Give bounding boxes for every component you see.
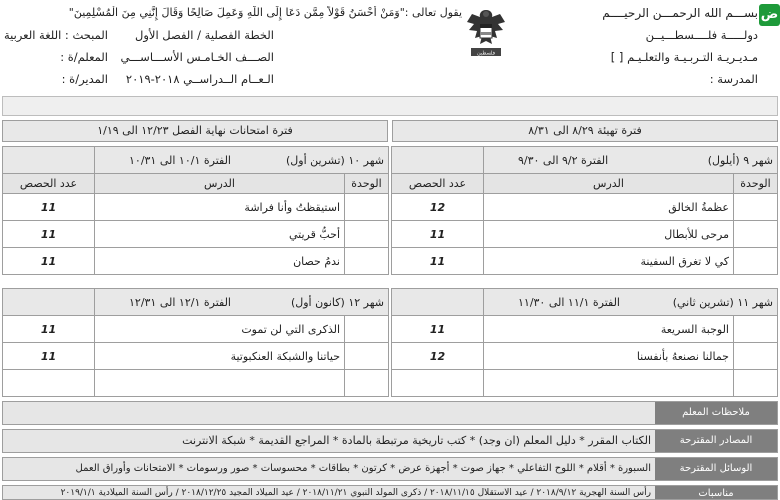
classes-cell: 11 (3, 248, 95, 275)
table-row (392, 370, 778, 397)
classes-cell (392, 370, 484, 397)
table-row (3, 221, 389, 248)
emblem-caption: فلسطين (477, 50, 495, 57)
classes-cell: 11 (392, 221, 484, 248)
emblem-icon (463, 4, 509, 60)
teacher-field: المعلم/ة : (60, 50, 108, 64)
prep-period-title: فترة تهيئة ٨/٢٩ الى ٨/٣١ (392, 120, 778, 142)
exam-period-title: فترة امتحانات نهاية الفصل ١٢/٢٣ الى ١/١٩ (2, 120, 388, 142)
lesson-cell: ندمُ حصان (95, 248, 345, 275)
grade-label: الصـــف الخـامـس الأســـاســـي (120, 50, 274, 64)
lesson-cell: حياتنا والشبكة العنكبوتية (95, 343, 345, 370)
month-spacer (3, 289, 95, 316)
month-label: شهر ١٠ (تشرين أول) الفترة ١٠/١ الى ١٠/٣١ (95, 147, 389, 174)
sources-label: المصادر المقترحة (655, 430, 777, 452)
classes-cell: 11 (3, 343, 95, 370)
aids-label: الوسائل المقترحة (655, 458, 777, 480)
classes-cell: 12 (392, 343, 484, 370)
events-value: رأس السنة الهجرية ٢٠١٨/٩/١٢ / عيد الاستقلال ٢٠١٨/١١/١٥ / ذكرى المولد النبوي ٢٠١٨/١١/٢١ / عيد الميلاد المجيد ٢٠١٨/١٢/٢٥ / رأس السنة الميلادية ٢٠١٩/١/١ (60, 488, 651, 498)
lesson-cell: مرحى للأبطال (484, 221, 734, 248)
lesson-cell: أحبُّ قريتي (95, 221, 345, 248)
principal-field: المدير/ة : (61, 72, 108, 86)
table-row (3, 370, 389, 397)
lesson-cell: جمالنا نصنعهُ بأنفسنا (484, 343, 734, 370)
classes-cell: 11 (3, 194, 95, 221)
events-row (2, 485, 778, 500)
lesson-cell: استيقظتُ وأنا فراشة (95, 194, 345, 221)
plan-table-december (2, 288, 389, 397)
state-name: دولـــــة فلــــسطـــيــن (645, 28, 758, 42)
aids-value: السبورة * أقلام * اللوح التفاعلي * جهاز صوت * أجهزة عرض * كرتون * بطاقات * محسوسات * صور ورسومات * الامتحانات وأوراق العمل (75, 463, 651, 474)
table-row (392, 343, 778, 370)
plan-title: الخطة الفصلية / الفصل الأول (134, 28, 274, 42)
month-label: شهر ١٢ (كانون أول) الفترة ١٢/١ الى ١٢/٣١ (95, 289, 389, 316)
logo-badge: ض (759, 4, 780, 26)
classes-cell: 11 (3, 221, 95, 248)
plan-table-october (2, 146, 389, 275)
subject-label: المبحث : اللغة العربية (3, 28, 108, 42)
classes-cell: 12 (392, 194, 484, 221)
lesson-cell (95, 370, 345, 397)
school-field: المدرسة : (709, 72, 758, 86)
teacher-notes-label: ملاحظات المعلم (655, 402, 777, 424)
month-label: شهر ١١ (تشرين ثاني) الفترة ١١/١ الى ١١/٣٠ (484, 289, 778, 316)
directorate: مـديـريـة التـربـيـة والتعلـيـم [ ] (610, 50, 758, 64)
plan-table-november (391, 288, 778, 397)
month-label: شهر ٩ (أيلول) الفترة ٩/٢ الى ٩/٣٠ (484, 147, 778, 174)
table-row (392, 248, 778, 275)
month-spacer (3, 147, 95, 174)
col-unit: الوحدة (345, 174, 389, 194)
quran-verse: يقول تعالى :"وَمَنْ أَحْسَنُ قَوْلاً مِمَّن دَعَا إِلَى اللَّهِ وَعَمِلَ صَالِحًا وَقَالَ إِنَّنِي مِنَ الْمُسْلِمِينَ" (68, 6, 462, 19)
table-row (3, 316, 389, 343)
lesson-cell (484, 370, 734, 397)
col-lesson: الدرس (95, 174, 345, 194)
lesson-cell: الذكرى التي لن تموت (95, 316, 345, 343)
plan-table-september (391, 146, 778, 275)
table-row (3, 248, 389, 275)
lesson-cell: كي لا تغرق السفينة (484, 248, 734, 275)
lesson-cell: الوجبة السريعة (484, 316, 734, 343)
classes-cell: 11 (3, 316, 95, 343)
lesson-cell: عظمةُ الخالق (484, 194, 734, 221)
month-spacer (392, 289, 484, 316)
teacher-notes-row (2, 401, 778, 425)
table-row (3, 194, 389, 221)
classes-cell: 11 (392, 248, 484, 275)
sources-value: الكتاب المقرر * دليل المعلم (ان وجد) * كتب تاريخية مرتبطة بالمادة * المراجع القديمة * شبكة الانترنت (182, 434, 651, 447)
table-row (392, 221, 778, 248)
events-label: مناسبات (655, 486, 777, 499)
classes-cell: 11 (392, 316, 484, 343)
classes-cell (3, 370, 95, 397)
col-unit: الوحدة (734, 174, 778, 194)
aids-row (2, 457, 778, 481)
col-classes: عدد الحصص (392, 174, 484, 194)
table-row (392, 194, 778, 221)
table-row (3, 343, 389, 370)
blank-bar (2, 96, 778, 116)
month-spacer (392, 147, 484, 174)
col-classes: عدد الحصص (3, 174, 95, 194)
table-row (392, 316, 778, 343)
sources-row (2, 429, 778, 453)
col-lesson: الدرس (484, 174, 734, 194)
basmala: بســـم الله الرحمـــن الرحيــــم (602, 6, 758, 20)
school-year: الـعــام الــدراســي ٢٠١٨-٢٠١٩ (125, 72, 274, 86)
